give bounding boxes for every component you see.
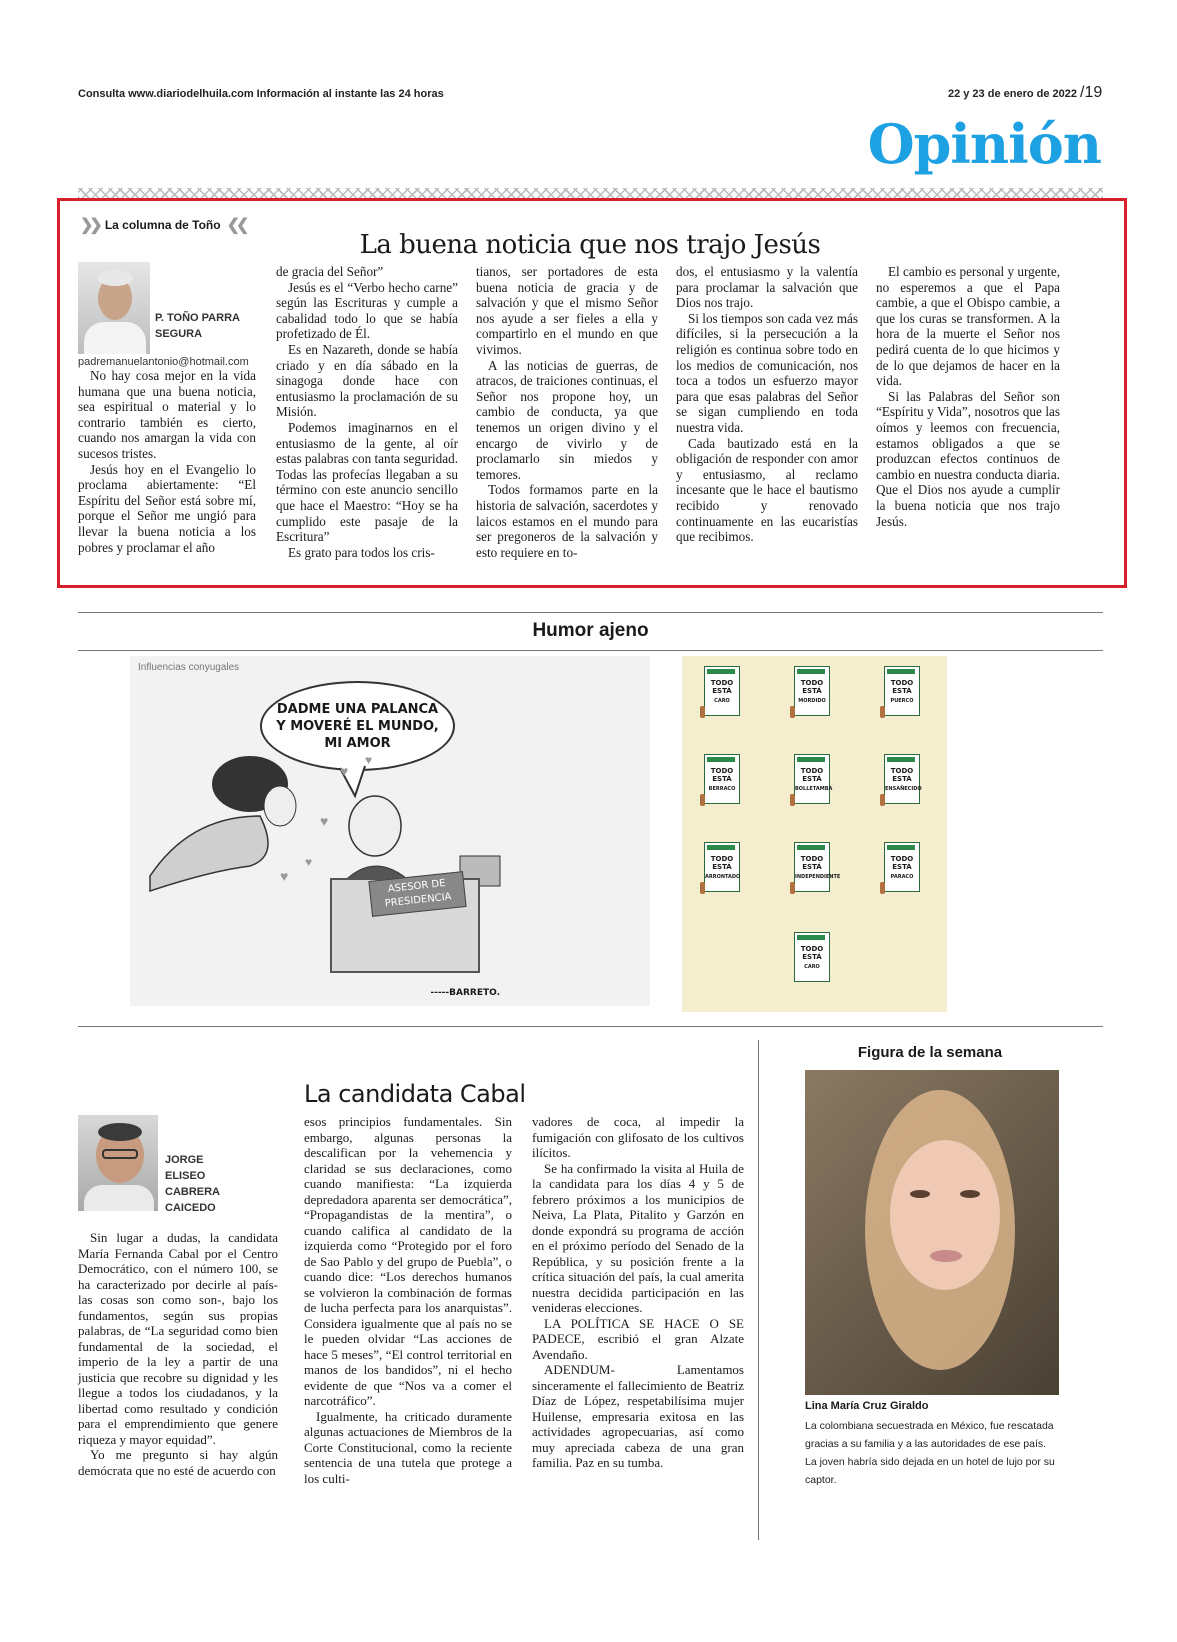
paragraph: Podemos imaginarnos en el entusiasmo de la gente, al oír estas palabras con tanta seguridad. Todas las profecías llegaban a su término con este anuncio sencillo que hace el Maestro: “Hoy se ha cumplido este pasaje de la Escritura” bbox=[276, 419, 458, 545]
price-tag: TODO ESTÁ ARRONTADO bbox=[704, 842, 740, 892]
article-column-4 bbox=[676, 264, 858, 545]
paragraph: Sin lugar a dudas, la candidata María Fernanda Cabal por el Centro Democrático, con el número 100, se ha caracterizado por decirle al país- las cosas son como son-, bajo los fundamentos, según sus propias palabras, de “La seguridad como bien fundamental de la sociedad, el imperio de la ley a partir de una justicia que recobre su dignidad y les llegue a todos los ciudadanos, y la libertad como resultado y condición para el emprendimiento que genere riqueza y mayor equidad”. bbox=[78, 1230, 278, 1447]
edition-date: 22 y 23 de enero de 2022 bbox=[947, 88, 1077, 100]
paragraph: ADENDUM- Lamentamos sinceramente el fallecimiento de Beatriz Díaz de López, respetabilísima mujer Huilense, empresaria exitosa en las actividades agropecuarias, así como muy apreciada cabeza de una gran familia. Paz en su tumba. bbox=[532, 1362, 744, 1470]
paragraph: A las noticias de guerras, de atracos, de traiciones continuas, el Señor nos propone hoy, un cambio de conducta, ya que tenemos un origen divino y el encargo de vivirlo y de proclamarlo sin miedos y temores. bbox=[476, 357, 658, 482]
paragraph: Es grato para todos los cris- bbox=[288, 544, 435, 560]
paragraph: Se ha confirmado la visita al Huila de la candidata para los días 4 y 5 de febrero próximos a los municipios de Neiva, La Plata, Pitalito y Garzón en donde expondrá su programa de acción en el próximo período del Senado de la República, y su posición frente a la crítica situación del país, la cual amerita nuestra decidida participación en las venideras elecciones. bbox=[532, 1160, 744, 1315]
cartoonist-signature: -----BARRETO. bbox=[430, 988, 500, 998]
price-tag: TODO ESTÁ CARO bbox=[794, 932, 830, 982]
paragraph: Si los tiempos son cada vez más difíciles, si la persecución a la religión es continua sobre todo en los medios de comunicación, nos toca a todos un esfuerzo mayor para que esas palabras del Señor se sigan cumpliendo en toda nuestra vida. bbox=[676, 310, 858, 435]
desk-sign: ASESOR DE PRESIDENCIA bbox=[368, 871, 466, 917]
cartoon-caption: Influencias conyugales bbox=[138, 662, 240, 673]
pin-icon bbox=[790, 706, 795, 718]
vertical-divider bbox=[758, 1040, 759, 1540]
price-tag: TODO ESTÁ BERRACO bbox=[704, 754, 740, 804]
humor-section-title: Humor ajeno bbox=[532, 620, 649, 641]
paragraph: No hay cosa mejor en la vida humana que una buena noticia, sea espiritual o material y lo contrario también es cierto, cuando nos amargan la vida con sucesos tristes. bbox=[78, 368, 256, 461]
paragraph: de gracia del Señor” bbox=[276, 264, 384, 279]
paragraph: tianos, ser portadores de esta buena noticia de gracia y de salvación y que el mismo Señor nos ayude a ser fieles a ella y compartirlo en el mundo en que vivimos. bbox=[476, 264, 658, 357]
price-tag: TODO ESTÁ PUERCO bbox=[884, 666, 920, 716]
paragraph: Todos formamos parte en la historia de salvación, sacerdotes y laicos estamos en el mundo para ser pregoneros de la salvación y esto requiere en to- bbox=[476, 482, 658, 560]
pin-icon bbox=[700, 706, 705, 718]
paragraph: El cambio es personal y urgente, no esperemos a que el Papa cambie, a que el Obispo cambie, a que los curas se transformen. A la hora de la muerte el Señor nos pedirá cuenta de lo que hicimos y de lo que dejamos de hacer en la vida. bbox=[876, 264, 1060, 389]
column-kicker bbox=[80, 215, 245, 235]
article-column-2 bbox=[304, 1114, 512, 1486]
article-headline: La candidata Cabal bbox=[304, 1080, 526, 1108]
divider bbox=[78, 650, 1103, 651]
page-number: /19 bbox=[1080, 84, 1103, 101]
speech-bubble: DADME UNA PALANCA Y MOVERÉ EL MUNDO, MI AMOR bbox=[260, 681, 455, 771]
figure-section-title: Figura de la semana bbox=[857, 1044, 1003, 1061]
paragraph: LA POLÍTICA SE HACE O SE PADECE, escribió el gran Alzate Avendaño. bbox=[532, 1315, 744, 1362]
paragraph: Es en Nazareth, donde se había criado y en día sábado en la sinagoga donde hace con entusiasmo la proclamación de su Misión. bbox=[276, 341, 458, 420]
article-headline: La buena noticia que nos trajo Jesús bbox=[359, 230, 821, 260]
paragraph: Jesús hoy en el Evangelio lo proclama abiertamente: “El Espíritu del Señor está sobre mí, porque el Señor me ungió para llevar la buena noticia a los pobres y proclamar el año bbox=[78, 461, 256, 555]
kicker-label: La columna de Toño bbox=[104, 218, 221, 232]
pin-icon bbox=[790, 794, 795, 806]
article-column-3 bbox=[532, 1114, 744, 1471]
svg-text:♥: ♥ bbox=[340, 765, 349, 780]
article-column-5 bbox=[876, 264, 1060, 529]
paragraph: Yo me pregunto si hay algún demócrata que no esté de acuerdo con bbox=[78, 1447, 278, 1478]
price-tag: TODO ESTÁ MORDIDO bbox=[794, 666, 830, 716]
pin-icon bbox=[880, 794, 885, 806]
price-tag: TODO ESTÁ INDEPENDIENTE bbox=[794, 842, 830, 892]
author-name: JORGE ELISEO CABRERA CAICEDO bbox=[165, 1154, 220, 1214]
cartoon-influencias bbox=[130, 656, 650, 1006]
price-tag: TODO ESTÁ ENSAÑECIDO bbox=[884, 754, 920, 804]
site-header-text: Consulta www.diariodelhuila.com Información al instante las 24 horas bbox=[78, 88, 444, 100]
author-photo bbox=[78, 1115, 158, 1211]
article-column-1 bbox=[78, 368, 256, 555]
paragraph: Igualmente, ha criticado duramente algunas actuaciones de Miembros de la Corte Constitucional, como la reciente sentencia de una tutela que protege a los culti- bbox=[304, 1408, 512, 1486]
price-tag: TODO ESTÁ CARO bbox=[704, 666, 740, 716]
paragraph: Si las Palabras del Señor son “Espíritu y Vida”, nosotros que las oímos y leemos con frecuencia, estamos obligados a que se produzcan efectos continuos de cambio en nuestra conducta diaria. Que el Dios nos ayude a cumplir la buena noticia que nos trajo Jesús. bbox=[876, 388, 1060, 529]
pin-icon bbox=[700, 794, 705, 806]
chevron-left-icon: ❮❮ bbox=[226, 217, 246, 234]
article-column-3 bbox=[476, 264, 658, 560]
svg-text:♥: ♥ bbox=[320, 815, 329, 830]
paragraph: Cada bautizado está en la obligación de responder con amor y entusiasmo, al reclamo incesante que le hace el bautismo recibido y renovado continuamente en las eucaristías que recibimos. bbox=[676, 435, 858, 545]
pin-icon bbox=[880, 706, 885, 718]
decorative-border bbox=[78, 188, 1103, 198]
figure-photo bbox=[805, 1070, 1059, 1395]
paragraph: esos principios fundamentales. Sin embargo, algunas personas la descalifican por la vehemencia y claridad se sus declaraciones, como cuando manifiesta: “La izquierda depredadora aparenta ser democrática”, “Propagandistas de la mentira”, o cuando califica al candidato de la izquierda como “Protegido por el foro de Sao Pablo y del grupo de Puebla”, o cuando dice: “Los derechos humanos se volvieron la combinación de formas de lucha perfecta para los anarquistas”. Considera igualmente que al país no se le pueden olvidar “Las acciones de hace 5 meses”, “El control territorial en manos de los bandidos”, ni el hecho evidente de que “Nos va a comer el narcotráfico”. bbox=[304, 1114, 512, 1408]
pin-icon bbox=[700, 882, 705, 894]
divider bbox=[78, 1026, 1103, 1027]
author-photo bbox=[78, 262, 150, 354]
figure-name: Lina María Cruz Giraldo bbox=[805, 1400, 929, 1412]
svg-text:♥: ♥ bbox=[305, 855, 313, 869]
figure-caption: La colombiana secuestrada en México, fue rescatada gracias a su familia y a las autoridades de ese país. La joven habría sido dejada en un hotel de lujo por su captor. bbox=[805, 1420, 1055, 1486]
section-title: Opinión bbox=[867, 112, 1101, 176]
svg-text:♥: ♥ bbox=[280, 870, 289, 885]
price-tag: TODO ESTÁ PARACO bbox=[884, 842, 920, 892]
paragraph: vadores de coca, al impedir la fumigación con glifosato de los cultivos ilícitos. bbox=[532, 1114, 744, 1160]
pin-icon bbox=[790, 882, 795, 894]
author-email: padremanuelantonio@hotmail.com bbox=[78, 356, 249, 368]
chevron-right-icon: ❯❯ bbox=[80, 217, 99, 234]
pin-icon bbox=[880, 882, 885, 894]
author-name: P. TOÑO PARRA SEGURA bbox=[155, 312, 240, 340]
cartoon-todo-esta bbox=[682, 656, 947, 1012]
svg-text:♥: ♥ bbox=[365, 753, 373, 767]
article-column-1 bbox=[78, 1230, 278, 1478]
paragraph: Jesús es el “Verbo hecho carne” según las Escrituras y cumple a cabalidad todo lo que se había profetizado de Él. bbox=[276, 279, 458, 342]
divider bbox=[78, 612, 1103, 613]
paragraph: dos, el entusiasmo y la valentía para proclamar la salvación que Dios nos trajo. bbox=[676, 264, 858, 311]
article-column-2 bbox=[276, 264, 458, 560]
price-tag: TODO ESTÁ BOLLETAMBA bbox=[794, 754, 830, 804]
